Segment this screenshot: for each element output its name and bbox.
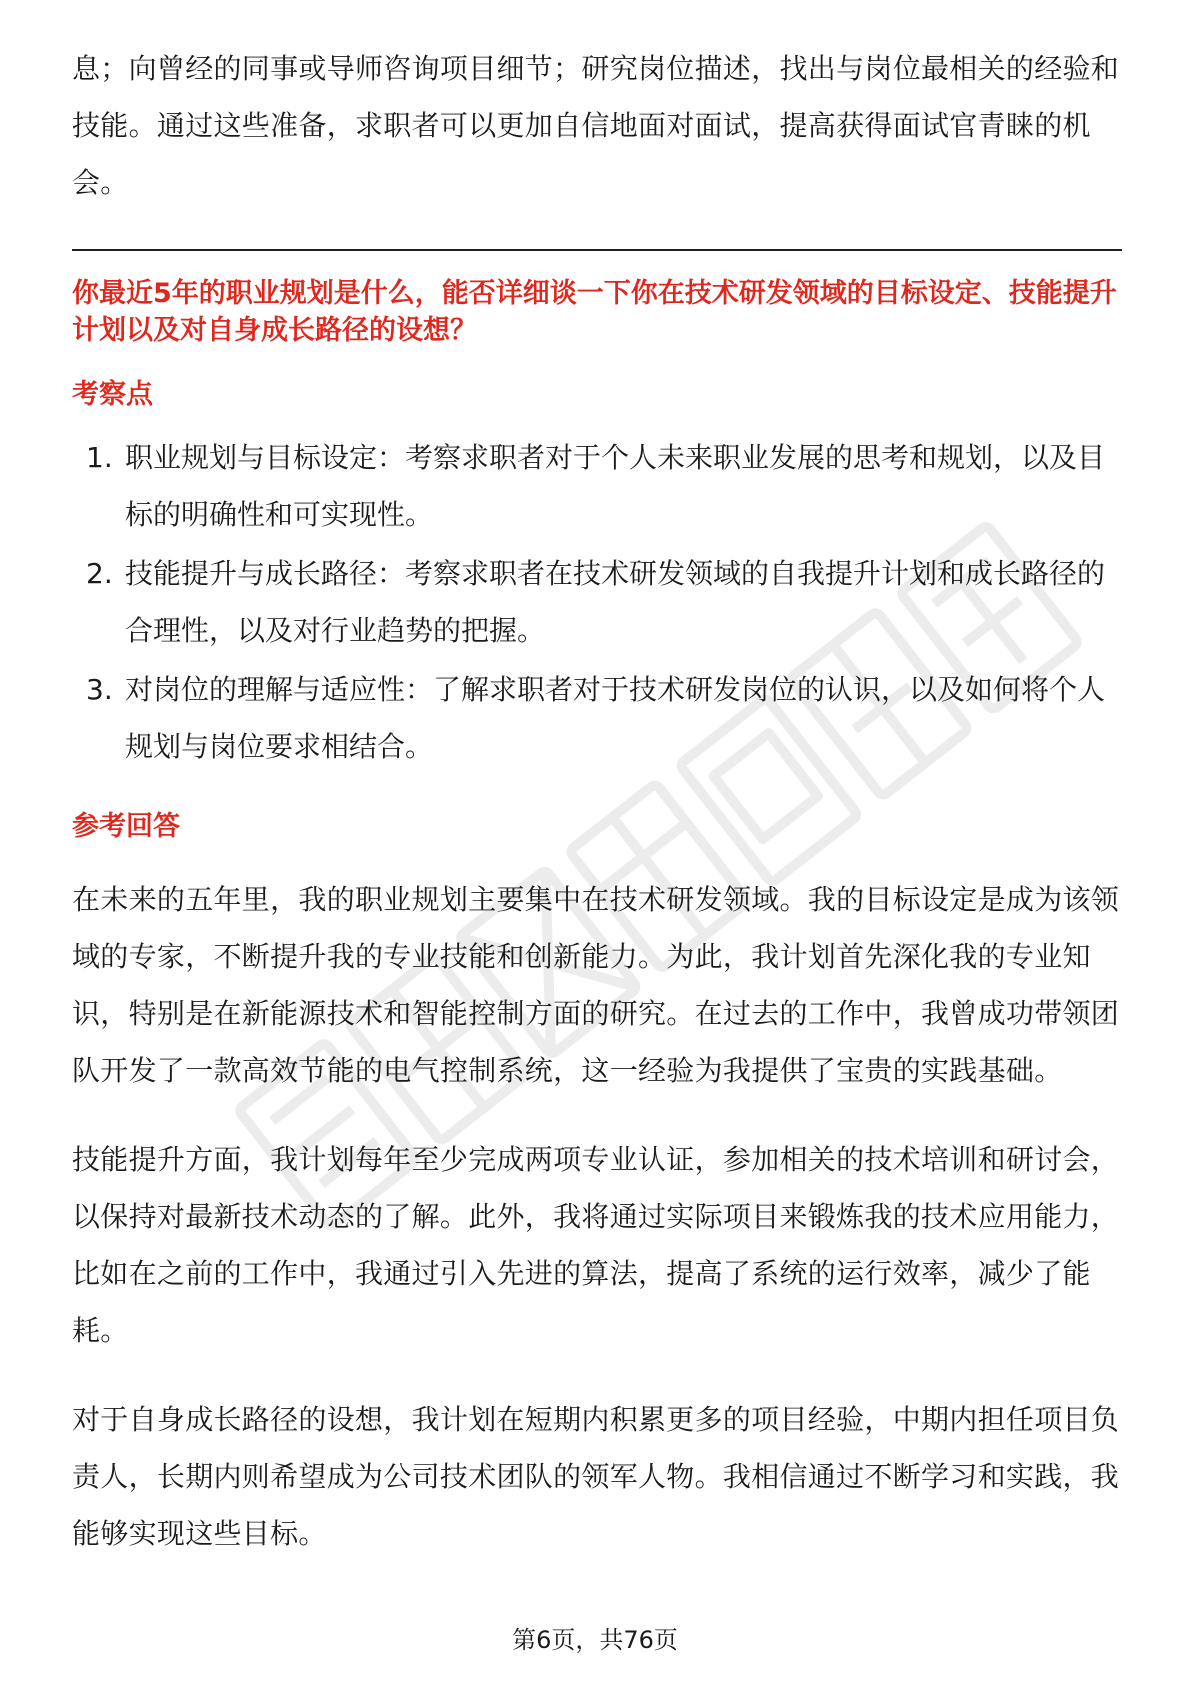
assessment-point: [72, 545, 1122, 659]
intro-paragraph: 息；向曾经的同事或导师咨询项目细节；研究岗位描述，找出与岗位最相关的经验和技能。通过这些准备，求职者可以更加自信地面对面试，提高获得面试官青睐的机会。: [72, 52, 1120, 199]
point-number: 3.: [86, 673, 113, 706]
page-content: [72, 40, 1122, 1594]
point-number: 2.: [86, 557, 113, 590]
point-text: 职业规划与目标设定：考察求职者对于个人未来职业发展的思考和规划，以及目标的明确性和可实现性。: [125, 441, 1106, 531]
answer-paragraph: 对于自身成长路径的设想，我计划在短期内积累更多的项目经验，中期内担任项目负责人，长期内则希望成为公司技术团队的领军人物。我相信通过不断学习和实践，我能够实现这些目标。: [72, 1403, 1120, 1550]
assessment-points-list: [72, 429, 1122, 775]
reference-answer-heading: 参考回答: [72, 811, 180, 842]
section-divider: [72, 249, 1122, 251]
point-text: 对岗位的理解与适应性：了解求职者对于技术研发岗位的认识，以及如何将个人规划与岗位要求相结合。: [125, 673, 1106, 763]
answer-paragraph: 技能提升方面，我计划每年至少完成两项专业认证，参加相关的技术培训和研讨会，以保持对最新技术动态的了解。此外，我将通过实际项目来锻炼我的技术应用能力，比如在之前的工作中，我通过引入先进的算法，提高了系统的运行效率，减少了能耗。: [72, 1143, 1120, 1347]
point-text: 技能提升与成长路径：考察求职者在技术研发领域的自我提升计划和成长路径的合理性，以及对行业趋势的把握。: [125, 557, 1106, 647]
page-number-footer: 第6页，共76页: [512, 1626, 678, 1654]
assessment-point: [72, 429, 1122, 543]
assessment-heading: 考察点: [72, 379, 153, 410]
point-number: 1.: [86, 441, 113, 474]
assessment-point: [72, 661, 1122, 775]
answer-paragraph: 在未来的五年里，我的职业规划主要集中在技术研发领域。我的目标设定是成为该领域的专家，不断提升我的专业技能和创新能力。为此，我计划首先深化我的专业知识，特别是在新能源技术和智能控制方面的研究。在过去的工作中，我曾成功带领团队开发了一款高效节能的电气控制系统，这一经验为我提供了宝贵的实践基础。: [72, 883, 1120, 1087]
interview-question: 你最近5年的职业规划是什么，能否详细谈一下你在技术研发领域的目标设定、技能提升计划以及对自身成长路径的设想？: [72, 278, 1117, 346]
